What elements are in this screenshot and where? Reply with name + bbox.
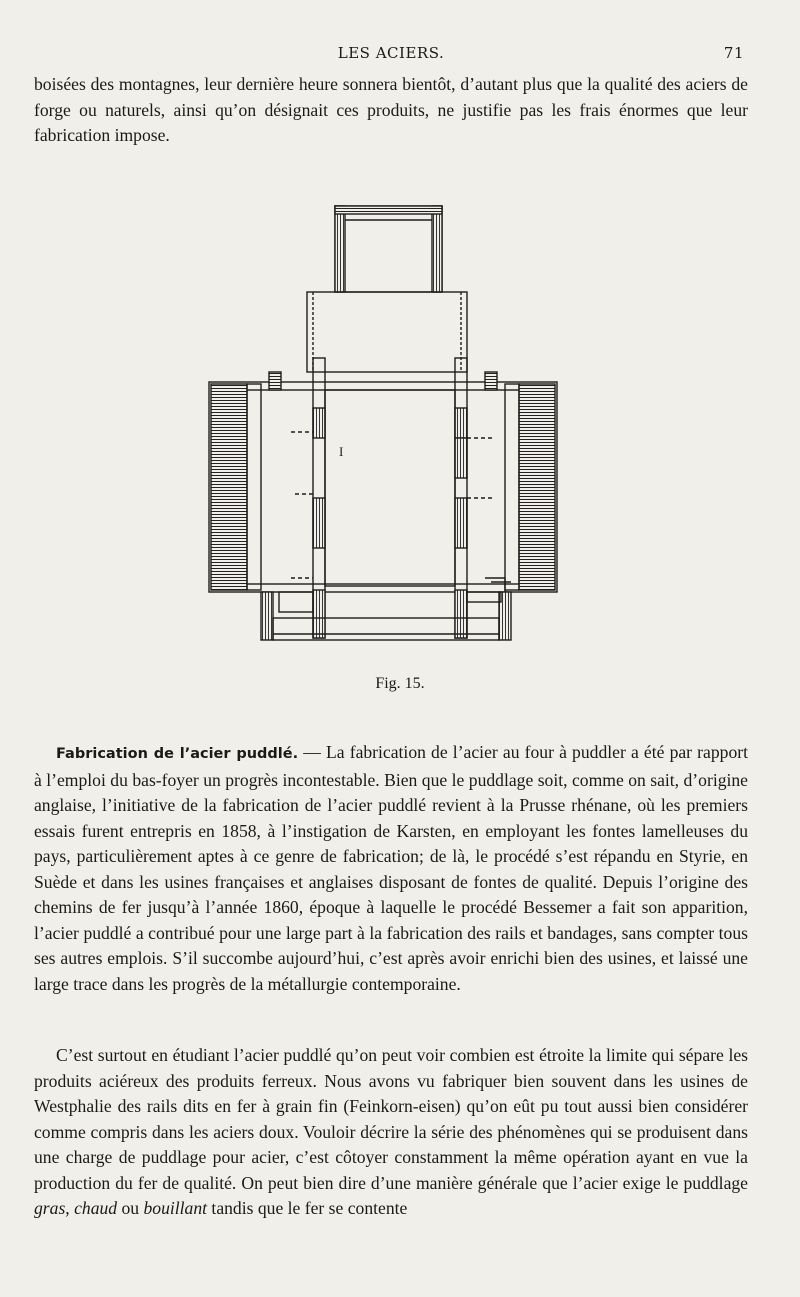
paragraph-steel-vs-iron xyxy=(34,1043,748,1222)
paragraph-puddled-steel xyxy=(34,740,748,997)
italic-term-bouillant: bouillant xyxy=(143,1198,208,1218)
figure-label: I xyxy=(339,444,344,459)
base-left xyxy=(261,592,273,640)
paragraph-body-end: tandis que le fer se contente xyxy=(207,1198,408,1218)
italic-term-gras: gras xyxy=(34,1198,66,1218)
left-regenerator xyxy=(211,384,247,590)
right-regenerator xyxy=(519,384,555,590)
chimney-top xyxy=(335,206,442,292)
running-header xyxy=(34,44,748,66)
furnace-diagram xyxy=(195,198,570,650)
section-run-in-title: Fabrication de l’acier puddlé. xyxy=(56,746,299,762)
paragraph-continuation: boisées des montagnes, leur dernière heure sonnera bientôt, d’autant plus que la qualité des aciers de forge ou naturels, ainsi qu’on désignait ces produits, ne justifie pas les frais énormes que leur fabrication impose. xyxy=(34,74,748,145)
page-number: 71 xyxy=(723,44,744,62)
chimney-body xyxy=(307,292,467,372)
paragraph-body: C’est surtout en étudiant l’acier puddlé qu’on peut voir combien est étroite la limite qui sépare les produits aciéreux des produits ferreux. Nous avons vu fabriquer bien souvent dans les usines de Westphalie des rails dits en fer à grain fin (Feinkorn-eisen) qu’on eût pu tout aussi bien considérer comme compris dans les aciers doux. Vouloir décrire la série des phénomènes qui se produisent dans une charge de puddlage pour acier, c’est côtoyer constamment la même opération ayant en vue la production du fer de qualité. On peut bien dire d’une manière générale que l’acier exige le puddlage xyxy=(34,1045,748,1193)
separator: , xyxy=(65,1198,75,1218)
hearth xyxy=(325,390,455,586)
italic-term-chaud: chaud xyxy=(74,1198,118,1218)
separator: ou xyxy=(117,1198,144,1218)
running-title: LES ACIERS. xyxy=(337,44,445,62)
figure-caption: Fig. 15. xyxy=(375,675,425,692)
paragraph-body: — La fabrication de l’acier au four à puddler a été par rapport à l’emploi du bas-foyer un progrès incontestable. Bien que le puddlage soit, comme on sait, d’origine anglaise, l’initiative de la fabrication de l’acier puddlé revient à la Prusse rhénane, où les premiers essais furent entrepris en 1858, à l’instigation de Karsten, en employant les fontes lamelleuses du pays, particulièrement aptes à ce genre de fabrication; de là, le procédé s’est répandu en Styrie, en Suède et dans les usines françaises et anglaises disposant de fontes de qualité. Depuis l’origine des chemins de fer jusqu’à l’année 1860, époque à laquelle le procédé Bessemer a fait son apparition, l’acier puddlé a contribué pour une large part à la fabrication des rails et bandages, sans compter tous ses autres emplois. S’il succombe aujourd’hui, c’est après avoir enrichi bien des usines, et laissé une large trace dans les progrès de la métallurgie contemporaine. xyxy=(34,742,748,994)
